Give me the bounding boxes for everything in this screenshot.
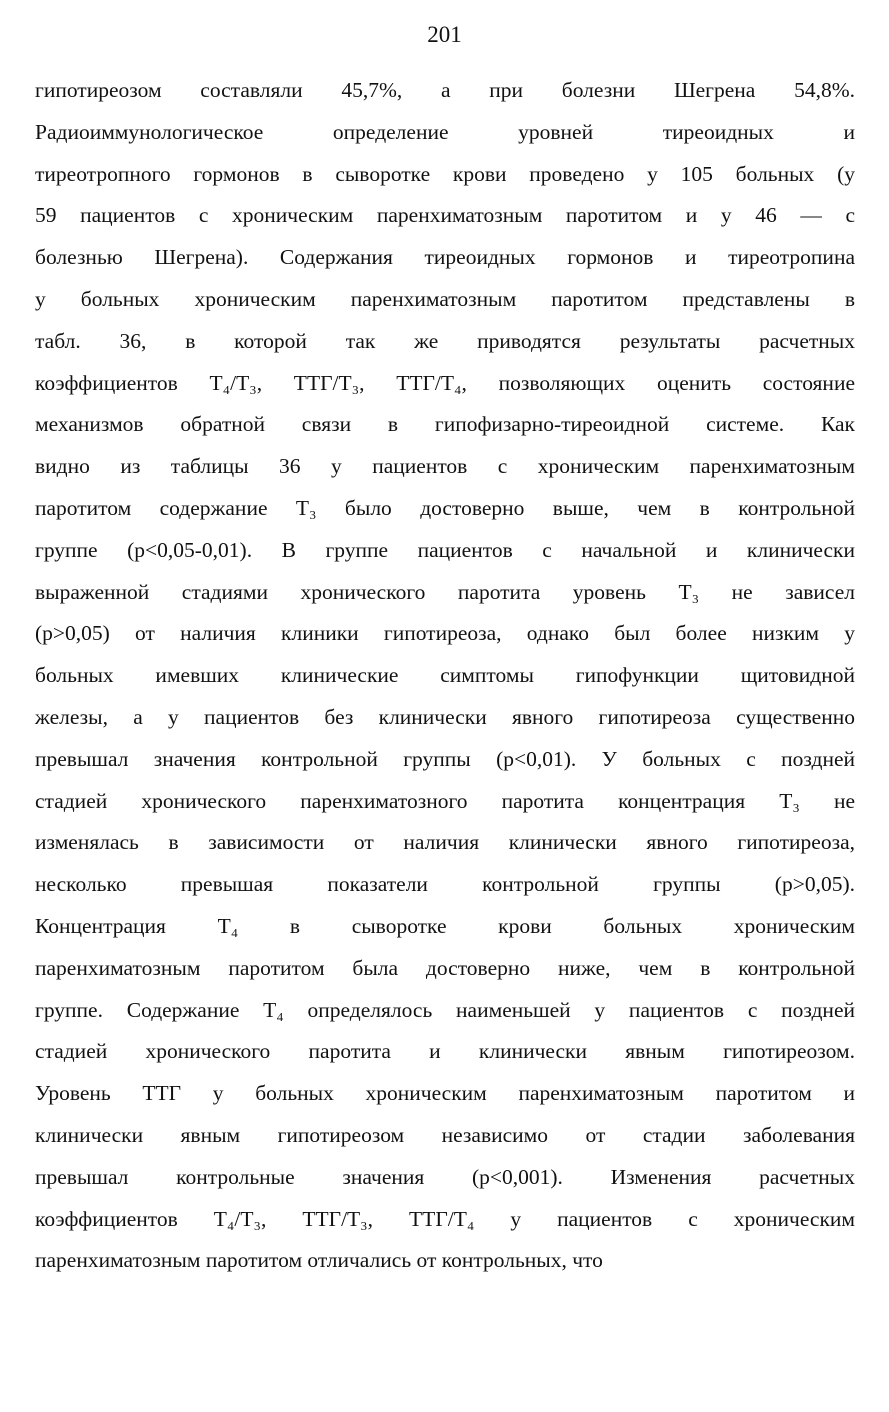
text-line: (p>0,05) от наличия клиники гипотиреоза, однако был более низким у [35, 621, 855, 646]
text-line: превышал значения контрольной группы (p<0,01). У больных с поздней [35, 746, 855, 771]
text-line: группе (p<0,05-0,01). В группе пациентов с начальной и клинически [35, 537, 855, 562]
text-line: выраженной стадиями хронического паротита уровень Т₃ не зависел [35, 579, 855, 604]
text-line: паротитом содержание Т₃ было достоверно выше, чем в контрольной [35, 495, 855, 520]
text-line: больных имевших клинические симптомы гипофункции щитовидной [35, 663, 855, 688]
text-line: паренхиматозным паротитом была достоверно ниже, чем в контрольной [35, 955, 855, 980]
text-line: тиреотропного гормонов в сыворотке крови проведено у 105 больных (у [35, 161, 855, 186]
text-line: Радиоиммунологическое определение уровней тиреоидных и [35, 119, 855, 144]
text-line: видно из таблицы 36 у пациентов с хроническим паренхиматозным [35, 454, 855, 479]
text-line: изменялась в зависимости от наличия клинически явного гипотиреоза, [35, 830, 855, 855]
body-text [35, 70, 855, 1282]
text-line: механизмов обратной связи в гипофизарно-тиреоидной системе. Как [35, 412, 855, 437]
text-line: коэффициентов Т₄/Т₃, ТТГ/Т₃, ТТГ/Т₄, позволяющих оценить состояние [35, 370, 855, 395]
text-line: несколько превышая показатели контрольной группы (p>0,05). [35, 872, 855, 897]
text-line: стадией хронического паротита и клинически явным гипотиреозом. [35, 1039, 855, 1064]
text-line: железы, а у пациентов без клинически явного гипотиреоза существенно [35, 704, 855, 729]
text-line: паренхиматозным паротитом отличались от контрольных, что [35, 1248, 603, 1273]
text-line: превышал контрольные значения (p<0,001). Изменения расчетных [35, 1164, 855, 1189]
text-line: 59 пациентов с хроническим паренхиматозным паротитом и у 46 — с [35, 203, 855, 228]
text-line: клинически явным гипотиреозом независимо от стадии заболевания [35, 1122, 855, 1147]
text-line: группе. Содержание Т₄ определялось наименьшей у пациентов с поздней [35, 997, 855, 1022]
text-line: у больных хроническим паренхиматозным паротитом представлены в [35, 286, 855, 311]
text-line: коэффициентов Т₄/Т₃, ТТГ/Т₃, ТТГ/Т₄ у пациентов с хроническим [35, 1206, 855, 1231]
text-line: гипотиреозом составляли 45,7%, а при болезни Шегрена 54,8%. [35, 78, 855, 102]
text-line: Уровень ТТГ у больных хроническим паренхиматозным паротитом и [35, 1081, 855, 1106]
text-line: стадией хронического паренхиматозного паротита концентрация Т₃ не [35, 788, 855, 813]
text-line: болезнью Шегрена). Содержания тиреоидных гормонов и тиреотропина [35, 245, 855, 270]
text-line: Концентрация Т₄ в сыворотке крови больных хроническим [35, 913, 855, 938]
text-line: табл. 36, в которой так же приводятся результаты расчетных [35, 328, 855, 353]
page-number: 201 [427, 22, 462, 47]
